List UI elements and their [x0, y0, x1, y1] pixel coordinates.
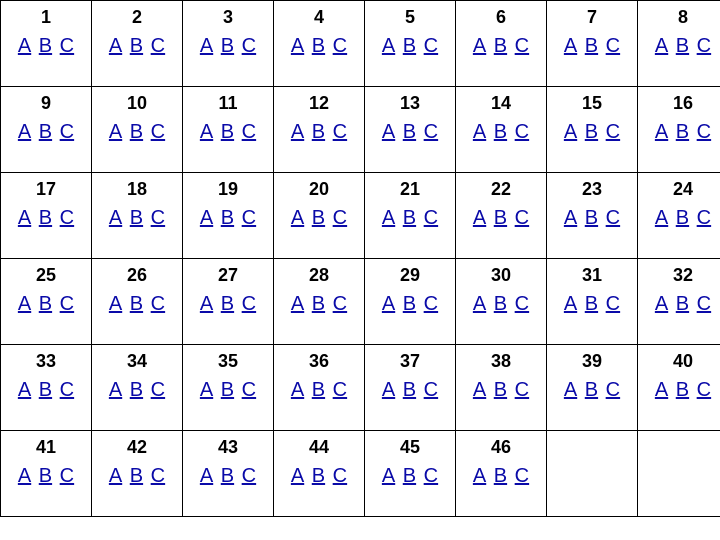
- choice-link-a[interactable]: A: [17, 121, 32, 143]
- question-cell: [638, 173, 720, 259]
- question-number: 7: [586, 7, 597, 27]
- question-cell: [183, 345, 274, 431]
- choice-link-c[interactable]: C: [59, 121, 75, 143]
- question-number: 40: [672, 351, 694, 371]
- choice-link-b[interactable]: B: [584, 207, 599, 229]
- question-cell: [1, 345, 92, 431]
- question-cell: [638, 1, 720, 87]
- question-number: 15: [581, 93, 603, 113]
- question-number: 4: [313, 7, 324, 27]
- choice-link-a[interactable]: A: [199, 207, 214, 229]
- question-cell: [274, 1, 365, 87]
- question-number: 12: [308, 93, 330, 113]
- choice-links: [274, 465, 364, 487]
- choice-link-a[interactable]: A: [199, 379, 214, 401]
- choice-link-b[interactable]: B: [493, 35, 508, 57]
- question-number: 22: [490, 179, 512, 199]
- choice-links: [456, 293, 546, 315]
- choice-link-a[interactable]: A: [563, 121, 578, 143]
- choice-link-b[interactable]: B: [493, 207, 508, 229]
- question-number: 45: [399, 437, 421, 457]
- choice-link-c[interactable]: C: [59, 207, 75, 229]
- choice-link-c[interactable]: C: [241, 207, 257, 229]
- choice-link-b[interactable]: B: [584, 379, 599, 401]
- question-cell: [365, 345, 456, 431]
- choice-link-b[interactable]: B: [402, 121, 417, 143]
- choice-link-a[interactable]: A: [108, 293, 123, 315]
- choice-link-a[interactable]: A: [108, 207, 123, 229]
- choice-link-a[interactable]: A: [654, 207, 669, 229]
- choice-link-c[interactable]: C: [241, 35, 257, 57]
- choice-link-a[interactable]: A: [199, 121, 214, 143]
- question-number: 21: [399, 179, 421, 199]
- question-number: 38: [490, 351, 512, 371]
- choice-link-b[interactable]: B: [38, 379, 53, 401]
- question-cell: [365, 259, 456, 345]
- choice-link-c[interactable]: C: [59, 379, 75, 401]
- question-number: 19: [217, 179, 239, 199]
- choice-link-b[interactable]: B: [220, 207, 235, 229]
- choice-links: [638, 207, 720, 229]
- choice-link-c[interactable]: C: [241, 293, 257, 315]
- choice-links: [456, 465, 546, 487]
- choice-link-c[interactable]: C: [696, 379, 712, 401]
- choice-links: [365, 293, 455, 315]
- question-number: 10: [126, 93, 148, 113]
- choice-link-b[interactable]: B: [311, 379, 326, 401]
- choice-link-b[interactable]: B: [220, 465, 235, 487]
- question-number: 27: [217, 265, 239, 285]
- choice-link-b[interactable]: B: [675, 35, 690, 57]
- question-cell: [365, 431, 456, 517]
- choice-link-b[interactable]: B: [402, 207, 417, 229]
- choice-links: [547, 35, 637, 57]
- choice-link-b[interactable]: B: [220, 379, 235, 401]
- choice-link-a[interactable]: A: [290, 465, 305, 487]
- choice-links: [1, 379, 91, 401]
- question-number: 18: [126, 179, 148, 199]
- choice-links: [183, 465, 273, 487]
- question-number: 33: [35, 351, 57, 371]
- question-number: 42: [126, 437, 148, 457]
- choice-link-a[interactable]: A: [654, 121, 669, 143]
- question-number: 14: [490, 93, 512, 113]
- choice-links: [638, 293, 720, 315]
- choice-link-c[interactable]: C: [332, 465, 348, 487]
- question-number: 3: [222, 7, 233, 27]
- choice-link-a[interactable]: A: [17, 465, 32, 487]
- question-cell: [456, 259, 547, 345]
- choice-link-c[interactable]: C: [150, 379, 166, 401]
- question-cell: [365, 87, 456, 173]
- choice-links: [1, 121, 91, 143]
- choice-link-c[interactable]: C: [241, 379, 257, 401]
- choice-link-a[interactable]: A: [199, 35, 214, 57]
- choice-links: [92, 293, 182, 315]
- choice-link-a[interactable]: A: [563, 207, 578, 229]
- choice-links: [1, 35, 91, 57]
- choice-links: [365, 465, 455, 487]
- question-cell: [547, 1, 638, 87]
- choice-link-b[interactable]: B: [402, 465, 417, 487]
- question-number: 44: [308, 437, 330, 457]
- choice-links: [365, 121, 455, 143]
- choice-link-c[interactable]: C: [332, 293, 348, 315]
- grid-row: [1, 87, 720, 173]
- choice-links: [638, 35, 720, 57]
- question-number: 17: [35, 179, 57, 199]
- choice-link-c[interactable]: C: [696, 293, 712, 315]
- question-number: 5: [404, 7, 415, 27]
- choice-link-c[interactable]: C: [605, 379, 621, 401]
- answer-grid-body: [1, 1, 720, 517]
- question-cell: [365, 173, 456, 259]
- choice-link-b[interactable]: B: [493, 121, 508, 143]
- choice-link-c[interactable]: C: [423, 207, 439, 229]
- choice-links: [456, 379, 546, 401]
- choice-link-b[interactable]: B: [493, 465, 508, 487]
- question-cell: [365, 1, 456, 87]
- choice-link-c[interactable]: C: [605, 293, 621, 315]
- choice-link-b[interactable]: B: [402, 379, 417, 401]
- choice-link-b[interactable]: B: [493, 379, 508, 401]
- choice-link-c[interactable]: C: [514, 465, 530, 487]
- question-cell: [274, 87, 365, 173]
- choice-link-a[interactable]: A: [290, 207, 305, 229]
- choice-link-a[interactable]: A: [290, 121, 305, 143]
- choice-link-c[interactable]: C: [332, 379, 348, 401]
- question-cell: [274, 345, 365, 431]
- choice-link-b[interactable]: B: [311, 121, 326, 143]
- choice-link-c[interactable]: C: [696, 207, 712, 229]
- question-cell: [183, 1, 274, 87]
- question-cell: [456, 87, 547, 173]
- choice-link-a[interactable]: A: [381, 379, 396, 401]
- question-number: 8: [677, 7, 688, 27]
- choice-link-b[interactable]: B: [402, 35, 417, 57]
- choice-link-c[interactable]: C: [59, 35, 75, 57]
- choice-link-c[interactable]: C: [423, 35, 439, 57]
- choice-link-b[interactable]: B: [129, 465, 144, 487]
- choice-links: [456, 121, 546, 143]
- choice-link-a[interactable]: A: [17, 35, 32, 57]
- choice-link-b[interactable]: B: [38, 465, 53, 487]
- choice-link-a[interactable]: A: [290, 293, 305, 315]
- choice-link-b[interactable]: B: [129, 293, 144, 315]
- choice-links: [92, 121, 182, 143]
- choice-link-b[interactable]: B: [311, 465, 326, 487]
- choice-link-b[interactable]: B: [38, 121, 53, 143]
- choice-links: [183, 207, 273, 229]
- empty-cell: [638, 431, 720, 517]
- choice-link-a[interactable]: A: [381, 293, 396, 315]
- question-cell: [456, 173, 547, 259]
- choice-link-c[interactable]: C: [423, 465, 439, 487]
- question-cell: [638, 87, 720, 173]
- choice-links: [183, 379, 273, 401]
- choice-link-b[interactable]: B: [311, 207, 326, 229]
- choice-link-a[interactable]: A: [108, 121, 123, 143]
- choice-link-a[interactable]: A: [199, 293, 214, 315]
- choice-link-c[interactable]: C: [514, 293, 530, 315]
- choice-link-c[interactable]: C: [332, 121, 348, 143]
- choice-links: [456, 35, 546, 57]
- choice-link-a[interactable]: A: [472, 121, 487, 143]
- choice-link-c[interactable]: C: [332, 35, 348, 57]
- choice-links: [274, 293, 364, 315]
- choice-link-b[interactable]: B: [311, 35, 326, 57]
- choice-link-b[interactable]: B: [402, 293, 417, 315]
- question-number: 16: [672, 93, 694, 113]
- question-cell: [183, 431, 274, 517]
- choice-link-a[interactable]: A: [381, 465, 396, 487]
- choice-link-a[interactable]: A: [381, 207, 396, 229]
- choice-link-b[interactable]: B: [220, 35, 235, 57]
- choice-link-a[interactable]: A: [563, 379, 578, 401]
- choice-link-c[interactable]: C: [514, 379, 530, 401]
- choice-link-b[interactable]: B: [38, 293, 53, 315]
- grid-row: [1, 259, 720, 345]
- choice-link-c[interactable]: C: [605, 121, 621, 143]
- choice-link-a[interactable]: A: [472, 465, 487, 487]
- question-cell: [92, 431, 183, 517]
- choice-link-b[interactable]: B: [675, 207, 690, 229]
- question-cell: [92, 87, 183, 173]
- choice-link-b[interactable]: B: [675, 379, 690, 401]
- question-cell: [92, 173, 183, 259]
- choice-link-a[interactable]: A: [108, 35, 123, 57]
- choice-link-a[interactable]: A: [472, 293, 487, 315]
- choice-link-c[interactable]: C: [241, 121, 257, 143]
- question-number: 24: [672, 179, 694, 199]
- choice-link-a[interactable]: A: [290, 379, 305, 401]
- question-number: 30: [490, 265, 512, 285]
- choice-link-a[interactable]: A: [290, 35, 305, 57]
- choice-link-a[interactable]: A: [472, 35, 487, 57]
- choice-link-b[interactable]: B: [38, 207, 53, 229]
- choice-link-b[interactable]: B: [584, 293, 599, 315]
- choice-links: [365, 35, 455, 57]
- choice-link-b[interactable]: B: [493, 293, 508, 315]
- question-cell: [183, 173, 274, 259]
- choice-link-c[interactable]: C: [332, 207, 348, 229]
- question-number: 43: [217, 437, 239, 457]
- question-cell: [1, 173, 92, 259]
- choice-links: [547, 121, 637, 143]
- choice-links: [274, 379, 364, 401]
- question-number: 13: [399, 93, 421, 113]
- question-cell: [547, 173, 638, 259]
- choice-link-a[interactable]: A: [108, 465, 123, 487]
- choice-link-a[interactable]: A: [472, 379, 487, 401]
- question-number: 32: [672, 265, 694, 285]
- choice-link-b[interactable]: B: [584, 35, 599, 57]
- choice-link-c[interactable]: C: [514, 35, 530, 57]
- choice-links: [92, 207, 182, 229]
- grid-row: [1, 431, 720, 517]
- question-number: 9: [40, 93, 51, 113]
- choice-link-c[interactable]: C: [150, 207, 166, 229]
- choice-link-c[interactable]: C: [696, 35, 712, 57]
- question-number: 37: [399, 351, 421, 371]
- choice-links: [638, 121, 720, 143]
- choice-link-a[interactable]: A: [654, 379, 669, 401]
- question-cell: [274, 173, 365, 259]
- question-cell: [456, 345, 547, 431]
- choice-link-b[interactable]: B: [129, 207, 144, 229]
- choice-link-a[interactable]: A: [381, 121, 396, 143]
- question-number: 36: [308, 351, 330, 371]
- question-number: 23: [581, 179, 603, 199]
- choice-links: [92, 465, 182, 487]
- question-number: 28: [308, 265, 330, 285]
- question-cell: [92, 1, 183, 87]
- choice-link-c[interactable]: C: [423, 293, 439, 315]
- choice-links: [183, 35, 273, 57]
- choice-link-c[interactable]: C: [150, 465, 166, 487]
- choice-link-c[interactable]: C: [59, 465, 75, 487]
- question-cell: [1, 1, 92, 87]
- question-cell: [183, 259, 274, 345]
- choice-link-c[interactable]: C: [605, 35, 621, 57]
- question-number: 6: [495, 7, 506, 27]
- question-cell: [547, 259, 638, 345]
- choice-link-b[interactable]: B: [675, 121, 690, 143]
- choice-link-a[interactable]: A: [17, 379, 32, 401]
- question-number: 34: [126, 351, 148, 371]
- choice-links: [274, 207, 364, 229]
- question-number: 26: [126, 265, 148, 285]
- choice-links: [274, 121, 364, 143]
- choice-links: [547, 207, 637, 229]
- choice-link-a[interactable]: A: [472, 207, 487, 229]
- choice-link-c[interactable]: C: [59, 293, 75, 315]
- question-cell: [1, 259, 92, 345]
- choice-link-a[interactable]: A: [108, 379, 123, 401]
- choice-link-c[interactable]: C: [514, 207, 530, 229]
- choice-links: [547, 379, 637, 401]
- question-number: 2: [131, 7, 142, 27]
- question-cell: [456, 431, 547, 517]
- choice-links: [274, 35, 364, 57]
- choice-link-c[interactable]: C: [150, 35, 166, 57]
- choice-link-a[interactable]: A: [17, 293, 32, 315]
- choice-links: [92, 379, 182, 401]
- choice-links: [183, 121, 273, 143]
- choice-link-c[interactable]: C: [605, 207, 621, 229]
- question-cell: [92, 345, 183, 431]
- choice-links: [638, 379, 720, 401]
- question-cell: [547, 345, 638, 431]
- grid-row: [1, 345, 720, 431]
- question-number: 31: [581, 265, 603, 285]
- question-number: 11: [218, 93, 238, 113]
- choice-link-a[interactable]: A: [381, 35, 396, 57]
- choice-links: [1, 207, 91, 229]
- choice-link-a[interactable]: A: [563, 35, 578, 57]
- choice-links: [456, 207, 546, 229]
- question-number: 29: [399, 265, 421, 285]
- choice-link-a[interactable]: A: [17, 207, 32, 229]
- choice-links: [547, 293, 637, 315]
- choice-link-b[interactable]: B: [129, 35, 144, 57]
- grid-row: [1, 173, 720, 259]
- choice-link-b[interactable]: B: [675, 293, 690, 315]
- choice-link-b[interactable]: B: [129, 379, 144, 401]
- question-number: 35: [217, 351, 239, 371]
- question-number: 20: [308, 179, 330, 199]
- choice-links: [183, 293, 273, 315]
- question-cell: [274, 431, 365, 517]
- choice-link-c[interactable]: C: [696, 121, 712, 143]
- empty-cell: [547, 431, 638, 517]
- question-cell: [638, 259, 720, 345]
- choice-links: [1, 293, 91, 315]
- choice-link-b[interactable]: B: [220, 121, 235, 143]
- choice-link-a[interactable]: A: [654, 35, 669, 57]
- choice-link-b[interactable]: B: [584, 121, 599, 143]
- question-number: 41: [35, 437, 57, 457]
- choice-links: [92, 35, 182, 57]
- question-cell: [547, 87, 638, 173]
- choice-link-a[interactable]: A: [199, 465, 214, 487]
- choice-links: [365, 207, 455, 229]
- choice-link-a[interactable]: A: [563, 293, 578, 315]
- question-cell: [274, 259, 365, 345]
- choice-link-a[interactable]: A: [654, 293, 669, 315]
- choice-link-c[interactable]: C: [514, 121, 530, 143]
- choice-link-c[interactable]: C: [423, 121, 439, 143]
- question-number: 39: [581, 351, 603, 371]
- choice-links: [365, 379, 455, 401]
- choice-link-c[interactable]: C: [241, 465, 257, 487]
- question-number: 1: [40, 7, 51, 27]
- question-cell: [1, 87, 92, 173]
- choice-link-b[interactable]: B: [311, 293, 326, 315]
- choice-link-b[interactable]: B: [38, 35, 53, 57]
- question-cell: [638, 345, 720, 431]
- grid-row: [1, 1, 720, 87]
- question-cell: [183, 87, 274, 173]
- choice-link-b[interactable]: B: [129, 121, 144, 143]
- question-number: 46: [490, 437, 512, 457]
- choice-link-c[interactable]: C: [150, 121, 166, 143]
- choice-links: [1, 465, 91, 487]
- choice-link-c[interactable]: C: [423, 379, 439, 401]
- question-cell: [92, 259, 183, 345]
- question-cell: [1, 431, 92, 517]
- question-cell: [456, 1, 547, 87]
- choice-link-b[interactable]: B: [220, 293, 235, 315]
- choice-link-c[interactable]: C: [150, 293, 166, 315]
- question-number: 25: [35, 265, 57, 285]
